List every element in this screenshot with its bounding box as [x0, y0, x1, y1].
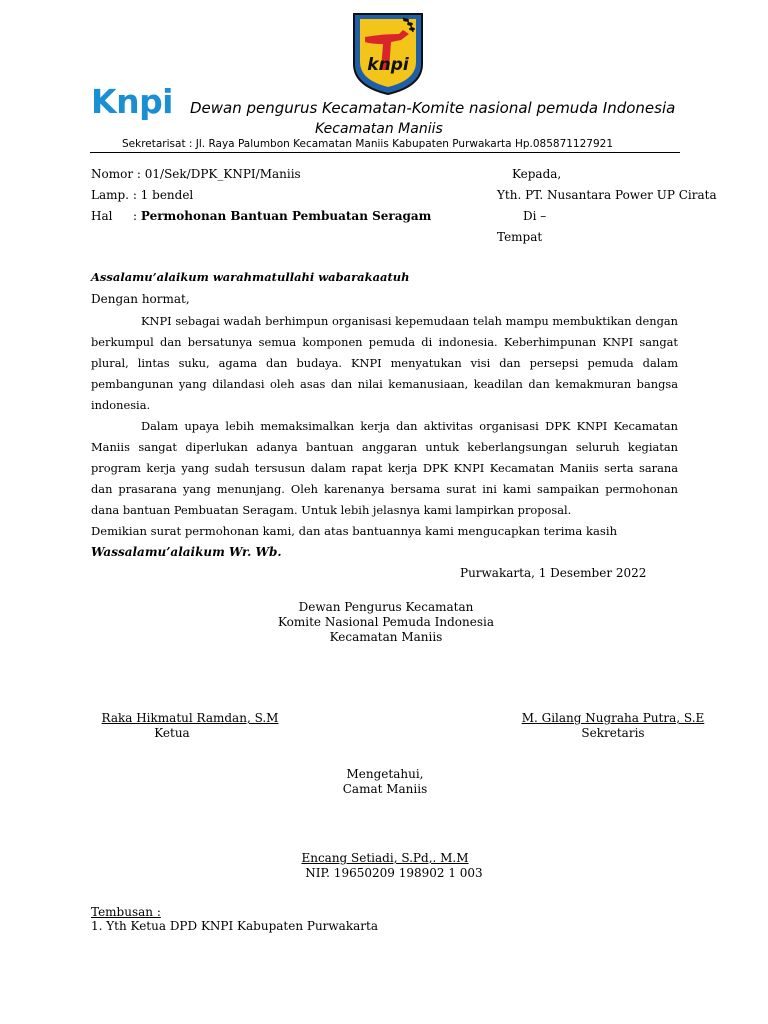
camat-nip: NIP. 19650209 198902 1 003 — [305, 866, 483, 880]
paragraph-1-text: KNPI sebagai wadah berhimpun organisasi kepemudaan telah mampu membuktikan dengan berkumpul dan bersatunya semua komponen pemuda di indonesia. Keberhimpunan KNPI sangat plural, lintas suku, agama dan budaya. KNPI menyatukan visi dan persepsi pemuda dalam pembangunan yang dilandasi oleh asas dan nilai kemanusiaan, keadilan dan kemakmuran bangsa indonesia. — [91, 314, 678, 412]
hal-row — [91, 209, 431, 223]
paragraph-2-text: Dalam upaya lebih memaksimalkan kerja dan aktivitas organisasi DPK KNPI Kecamatan Maniis sangat diperlukan adanya bantuan anggaran untuk keberlangsungan seluruh kegiatan program kerja yang sudah tersusun dalam rapat kerja DPK KNPI Kecamatan Maniis serta sarana dan prasarana yang menunjang. Oleh karenanya bersama surat ini kami sampaikan permohonan dana bantuan Pembuatan Seragam. Untuk lebih jelasnya kami lampirkan proposal. — [91, 419, 678, 517]
nomor-label: Nomor — [91, 167, 134, 181]
left-signatory-name: Raka Hikmatul Ramdan, S.M — [101, 711, 279, 725]
signing-org-line3: Kecamatan Maniis — [329, 630, 443, 644]
recipient-kepada: Kepada, — [512, 167, 562, 181]
approval-signature — [290, 851, 530, 881]
letterhead-divider — [90, 152, 680, 153]
greeting: Dengan hormat, — [91, 292, 190, 306]
body-paragraph-1 — [91, 311, 678, 416]
body-paragraph-2 — [91, 416, 678, 521]
signatory-right — [508, 711, 718, 741]
hal-label: Hal — [91, 209, 113, 223]
signing-org-line2: Komite Nasional Pemuda Indonesia — [278, 615, 494, 629]
approval-block — [300, 767, 470, 797]
cc-item-1: 1. Yth Ketua DPD KNPI Kabupaten Purwakarta — [91, 919, 378, 933]
right-signatory-name: M. Gilang Nugraha Putra, S.E — [521, 711, 705, 725]
recipient-di: Di – — [523, 209, 547, 223]
approval-line2: Camat Maniis — [342, 782, 428, 796]
left-signatory-title: Ketua — [154, 726, 190, 740]
closing-salam: Wassalamu’alaikum Wr. Wb. — [91, 545, 282, 559]
nomor-row — [91, 167, 301, 181]
right-signatory-title: Sekretaris — [581, 726, 645, 740]
brand-name: Knpi — [91, 82, 173, 121]
recipient-tempat: Tempat — [497, 230, 543, 244]
hal-separator: : — [133, 209, 138, 223]
signatory-left — [90, 711, 290, 741]
closing-line: Demikian surat permohonan kami, dan atas bantuannya kami mengucapkan terima kasih — [91, 524, 618, 538]
org-name-line1: Dewan pengurus Kecamatan-Komite nasional pemuda Indonesia — [190, 99, 676, 117]
lamp-label: Lamp. — [91, 188, 129, 202]
recipient-name: Yth. PT. Nusantara Power UP Cirata — [497, 188, 717, 202]
place-date: Purwakarta, 1 Desember 2022 — [460, 566, 647, 580]
approval-line1: Mengetahui, — [346, 767, 424, 781]
signing-org — [250, 600, 522, 645]
org-address: Sekretarisat : Jl. Raya Palumbon Kecamatan Maniis Kabupaten Purwakarta Hp.085871127921 — [122, 138, 614, 150]
camat-name: Encang Setiadi, S.Pd,. M.M — [301, 851, 469, 865]
org-name-line2: Kecamatan Maniis — [315, 121, 443, 137]
nomor-value: : 01/Sek/DPK_KNPI/Maniis — [136, 167, 301, 181]
lamp-row — [91, 188, 193, 202]
svg-text:knpi: knpi — [367, 55, 409, 75]
cc-heading: Tembusan : — [91, 905, 161, 919]
salutation: Assalamu’alaikum warahmatullahi wabarakaatuh — [91, 270, 410, 284]
hal-value: Permohonan Bantuan Pembuatan Seragam — [140, 209, 432, 223]
knpi-logo — [351, 12, 425, 96]
signing-org-line1: Dewan Pengurus Kecamatan — [298, 600, 474, 614]
lamp-value: : 1 bendel — [132, 188, 194, 202]
